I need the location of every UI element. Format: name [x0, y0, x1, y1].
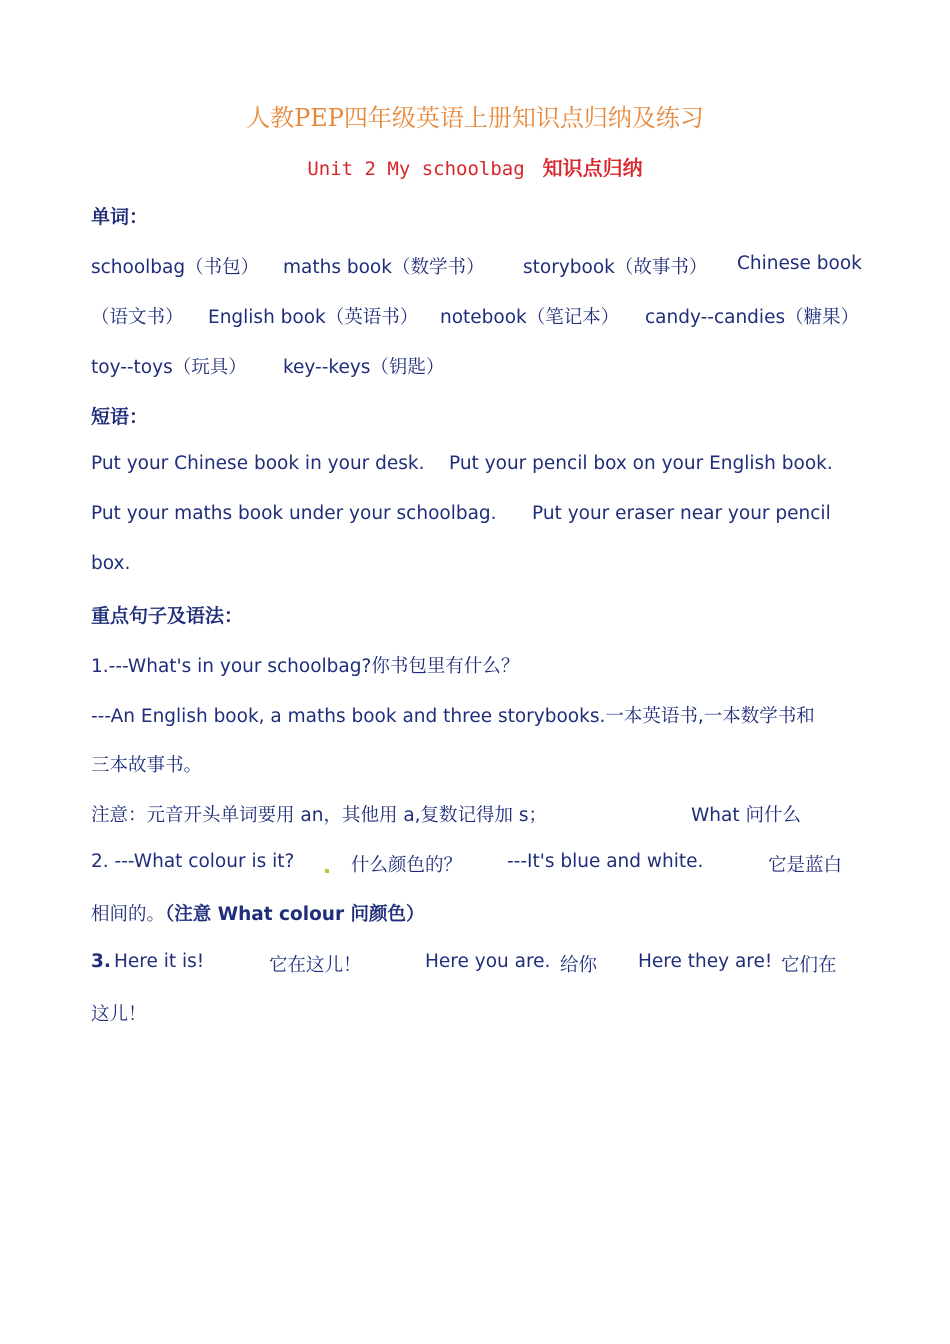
- unit-topic: 知识点归纳: [542, 156, 643, 180]
- vocab-item: English book（英语书）: [208, 307, 419, 328]
- sentence-a1-line2: 三本故事书。: [91, 755, 203, 776]
- sentence-3c-cn-cont: 这儿！: [91, 1004, 147, 1025]
- sentence-3-number: 3.: [91, 951, 111, 972]
- colour-note: （注意 What colour 问颜色）: [165, 904, 425, 925]
- sentence-a2: ---It's blue and white.: [507, 851, 704, 872]
- sentence-a2-cn-cont: 相间的。: [91, 904, 166, 925]
- sentence-q2-cn: 什么颜色的？: [351, 855, 463, 876]
- vocab-item: maths book（数学书）: [283, 257, 485, 278]
- sentence-q2: 2. ---What colour is it?: [91, 851, 295, 872]
- phrases-row-2: [0, 503, 950, 533]
- sentences-heading: 重点句子及语法：: [91, 605, 244, 627]
- sentence-a1-line1: ---An English book, a maths book and three storybooks.一本英语书,一本数学书和: [91, 706, 815, 727]
- sentence-3a-cn: 它在这儿！: [269, 955, 362, 976]
- marker-dot: [325, 869, 329, 873]
- phrase-item: Put your pencil box on your English book.: [449, 453, 833, 474]
- vocab-row-1: [0, 253, 950, 283]
- sentence-q1: 1.---What's in your schoolbag?你书包里有什么？: [91, 656, 520, 677]
- vocab-item: Chinese book: [737, 253, 862, 274]
- sentence-3a: Here it is!: [114, 951, 205, 972]
- sentence-a2-cn: 它是蓝白: [768, 855, 843, 876]
- vocab-row-2: [0, 303, 950, 333]
- phrase-item: Put your eraser near your pencil: [532, 503, 831, 524]
- sentence-3-row: [0, 951, 950, 981]
- vocab-item: toy--toys（玩具）: [91, 357, 247, 378]
- phrases-heading: 短语：: [91, 406, 149, 428]
- vocab-item: storybook（故事书）: [523, 257, 708, 278]
- vocab-heading: 单词：: [91, 206, 149, 228]
- phrase-item: Put your maths book under your schoolbag.: [91, 503, 497, 524]
- document-title: 人教PEP四年级英语上册知识点归纳及练习: [246, 104, 704, 132]
- sentence-3b-cn: 给你: [560, 955, 598, 976]
- unit-subtitle: [0, 152, 950, 181]
- phrases-row-1: [0, 453, 950, 483]
- sentence-3c-cn: 它们在: [781, 955, 837, 976]
- vocab-item: candy--candies（糖果）: [645, 307, 860, 328]
- sentence-a2-row2: [91, 900, 425, 926]
- phrase-item: Put your Chinese book in your desk.: [91, 453, 425, 474]
- vocab-item: key--keys（钥匙）: [283, 357, 445, 378]
- vocab-item: notebook（笔记本）: [440, 307, 620, 328]
- note-row: [0, 801, 950, 831]
- vocab-row-3: [0, 353, 950, 383]
- vocab-item: （语文书）: [91, 307, 184, 328]
- sentence-3b: Here you are.: [425, 951, 551, 972]
- phrase-item: box.: [91, 553, 131, 574]
- sentence-3c: Here they are!: [638, 951, 773, 972]
- vocab-item: schoolbag（书包）: [91, 257, 260, 278]
- note-text-what: What 问什么: [691, 805, 801, 826]
- note-text: 注意：元音开头单词要用 an，其他用 a,复数记得加 s；: [91, 805, 548, 826]
- sentence-q2-row: [0, 851, 950, 881]
- unit-name: Unit 2 My schoolbag: [307, 158, 525, 180]
